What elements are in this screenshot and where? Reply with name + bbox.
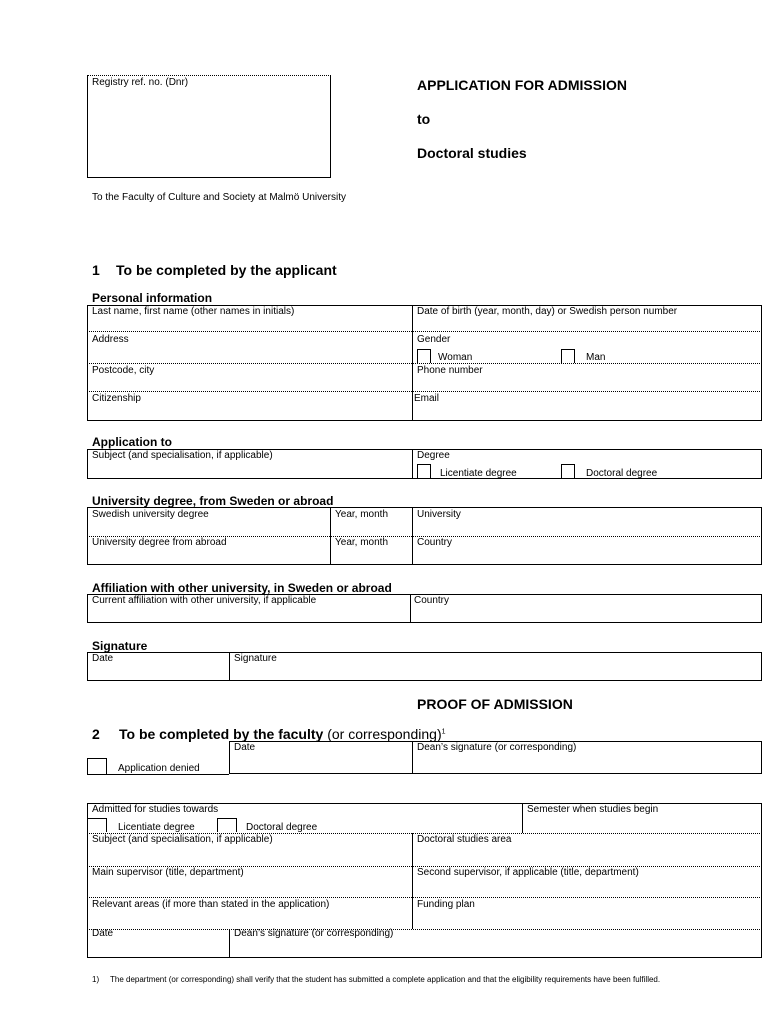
personal-row-1: [87, 331, 762, 332]
dob-field[interactable]: Date of birth (year, month, day) or Swedish person number: [417, 306, 678, 317]
signature-title: Signature: [92, 639, 148, 653]
funding-plan-field[interactable]: Funding plan: [417, 899, 475, 910]
footnote-ref: 1: [441, 728, 446, 736]
licentiate-label: Licentiate degree: [440, 468, 517, 479]
university-field[interactable]: University: [417, 509, 461, 520]
studies-area-field[interactable]: Doctoral studies area: [417, 834, 512, 845]
signature-divider: [229, 652, 230, 681]
affiliation-country-field[interactable]: Country: [414, 595, 450, 606]
subject-field[interactable]: Subject (and specialisation, if applicable): [92, 450, 273, 461]
phone-field[interactable]: Phone number: [417, 365, 483, 376]
signature-grid: [87, 652, 762, 681]
application-divider: [412, 449, 413, 479]
admit-licentiate-checkbox[interactable]: [87, 818, 107, 832]
faculty-divider: [412, 741, 413, 774]
year-month-field-2[interactable]: Year, month: [335, 537, 389, 548]
denied-label: Application denied: [118, 763, 200, 774]
affiliation-title: Affiliation with other university, in Sweden or abroad: [92, 581, 392, 595]
personal-row-3: [87, 391, 762, 392]
title-doctoral: Doctoral studies: [417, 145, 527, 161]
affiliation-divider: [410, 594, 411, 623]
footnote-number: 1): [92, 975, 100, 984]
registry-label: Registry ref. no. (Dnr): [92, 77, 189, 88]
application-title: Application to: [92, 435, 172, 449]
citizenship-field[interactable]: Citizenship: [92, 393, 141, 404]
man-checkbox[interactable]: [561, 349, 575, 363]
section1-number: 1: [92, 262, 100, 278]
admission-dean-signature-field[interactable]: Dean’s signature (or corresponding): [234, 928, 394, 939]
admission-divider: [412, 833, 413, 929]
email-field[interactable]: Email: [414, 393, 440, 404]
denied-checkbox[interactable]: [87, 758, 107, 774]
admit-licentiate-label: Licentiate degree: [118, 822, 195, 833]
licentiate-checkbox[interactable]: [561, 464, 575, 478]
degree-label: Degree: [417, 450, 450, 461]
name-field[interactable]: Last name, first name (other names in initials): [92, 306, 295, 317]
admit-subject-field[interactable]: Subject (and specialisation, if applicable): [92, 834, 273, 845]
semester-divider: [522, 803, 523, 833]
section2-number: 2: [92, 726, 100, 742]
section2-heading-bold: To be completed by the faculty: [119, 726, 324, 742]
title-application: APPLICATION FOR ADMISSION: [417, 77, 627, 93]
relevant-areas-field[interactable]: Relevant areas (if more than stated in the application): [92, 899, 330, 910]
admission-row-3: [87, 897, 762, 898]
country-field[interactable]: Country: [417, 537, 453, 548]
year-month-field-1[interactable]: Year, month: [335, 509, 389, 520]
admit-doctoral-label: Doctoral degree: [246, 822, 318, 833]
second-supervisor-field[interactable]: Second supervisor, if applicable (title, department): [417, 867, 639, 878]
date-divider: [229, 929, 230, 958]
footnote-text: The department (or corresponding) shall verify that the student has submitted a complete application and that the eligibility requirements have been fulfilled.: [110, 975, 661, 984]
proof-title: PROOF OF ADMISSION: [417, 696, 573, 712]
signature-field[interactable]: Signature: [234, 653, 277, 664]
faculty-line: To the Faculty of Culture and Society at Malmö University: [92, 192, 346, 203]
section2-heading-normal: (or corresponding): [323, 726, 442, 742]
doctoral-label: Doctoral degree: [586, 468, 658, 479]
man-label: Man: [586, 352, 606, 363]
signature-date-field[interactable]: Date: [92, 653, 114, 664]
university-title: University degree, from Sweden or abroad: [92, 494, 334, 508]
admission-row-4: [87, 929, 762, 930]
admission-date-field[interactable]: Date: [92, 928, 114, 939]
title-to: to: [417, 111, 431, 127]
registry-box[interactable]: [87, 75, 331, 178]
postcode-field[interactable]: Postcode, city: [92, 365, 155, 376]
current-affiliation-field[interactable]: Current affiliation with other university, if applicable: [92, 595, 317, 606]
woman-checkbox[interactable]: [417, 349, 431, 363]
personal-row-2: [87, 363, 762, 364]
dean-signature-field[interactable]: Dean’s signature (or corresponding): [417, 742, 577, 753]
woman-label: Woman: [438, 352, 473, 363]
section1-heading: To be completed by the applicant: [116, 262, 337, 278]
faculty-date-field[interactable]: Date: [234, 742, 256, 753]
doctoral-checkbox[interactable]: [417, 464, 431, 478]
swedish-degree-field[interactable]: Swedish university degree: [92, 509, 209, 520]
address-field[interactable]: Address: [92, 334, 129, 345]
abroad-degree-field[interactable]: University degree from abroad: [92, 537, 227, 548]
admitted-label: Admitted for studies towards: [92, 804, 219, 815]
personal-title: Personal information: [92, 291, 213, 305]
section2-heading: [119, 726, 446, 742]
admit-doctoral-checkbox[interactable]: [217, 818, 237, 832]
gender-label: Gender: [417, 334, 451, 345]
main-supervisor-field[interactable]: Main supervisor (title, department): [92, 867, 244, 878]
semester-field[interactable]: Semester when studies begin: [527, 804, 659, 815]
